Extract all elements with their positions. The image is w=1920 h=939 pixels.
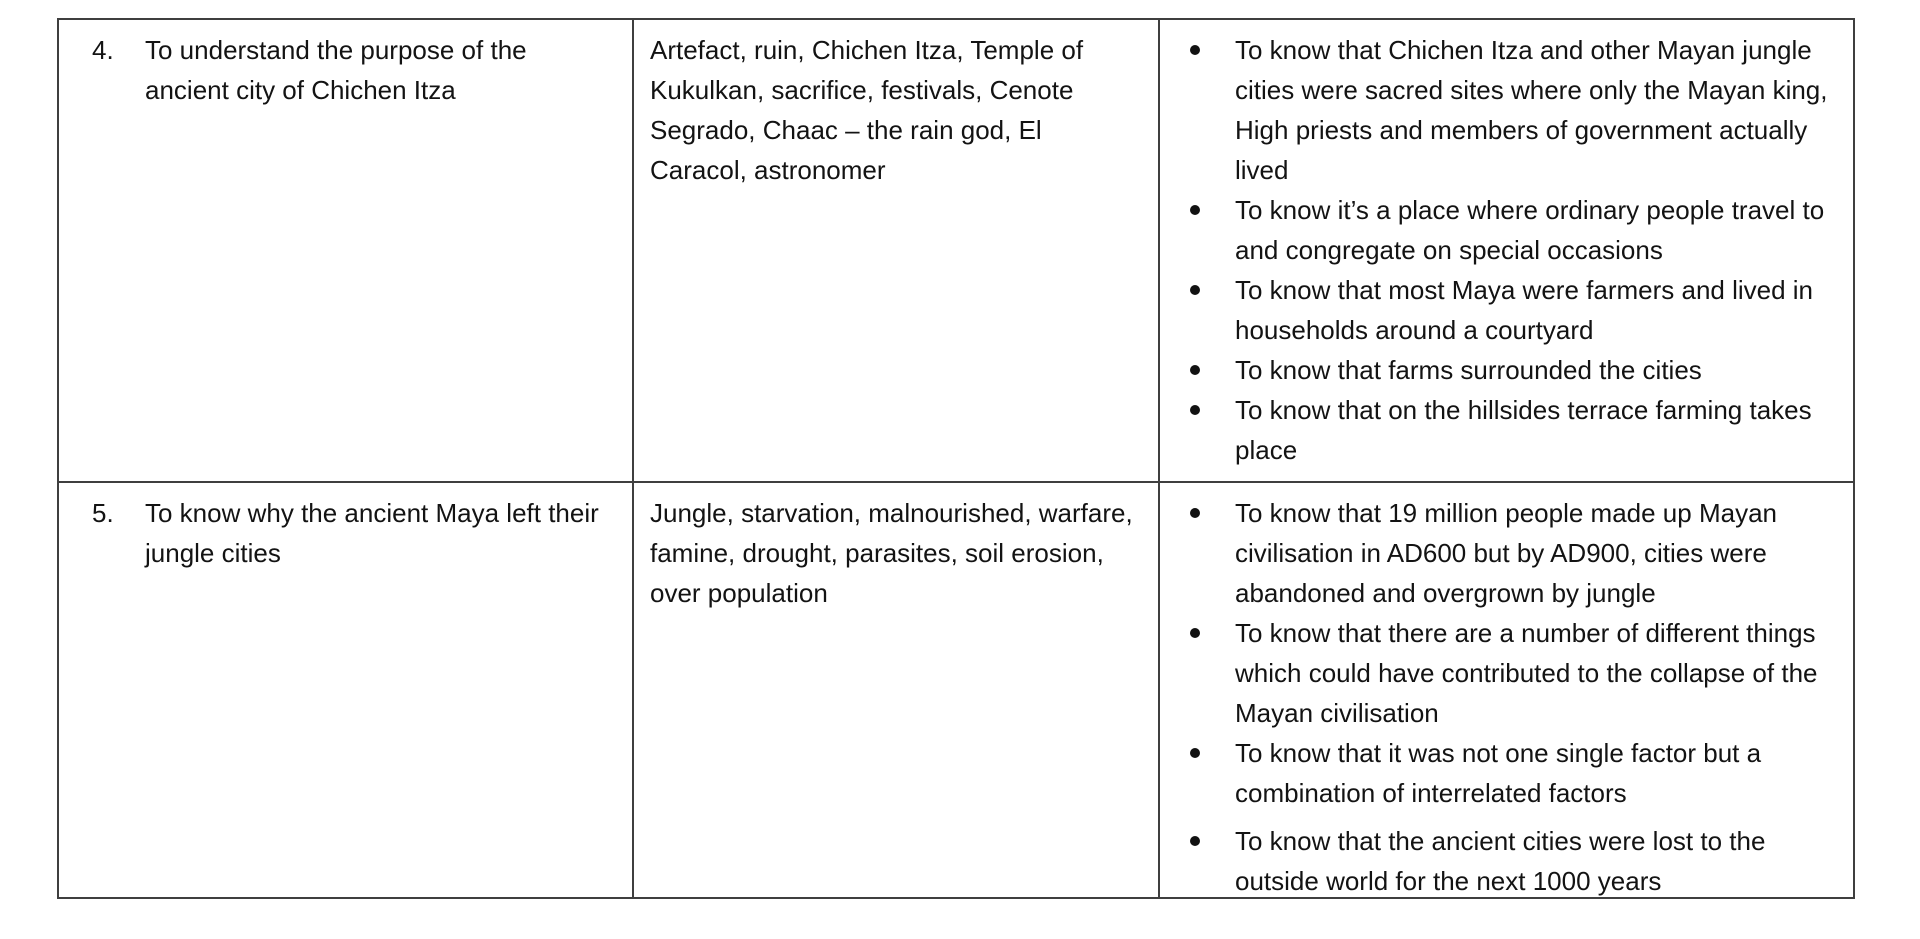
- objective-row5: [92, 493, 610, 573]
- outcomes-cell-row5: [1160, 483, 1853, 897]
- bullet-icon: [1190, 836, 1200, 846]
- vocabulary-cell-row5: [634, 483, 1160, 897]
- outcome-text: To know it’s a place where ordinary people travel to and congregate on special occasions: [1235, 195, 1825, 265]
- outcomes-cell-row4: [1160, 20, 1853, 483]
- outcome-item: [1160, 821, 1853, 897]
- bullet-icon: [1190, 205, 1200, 215]
- outcome-item: [1160, 350, 1853, 390]
- outcome-item: [1160, 733, 1853, 813]
- row-number: 4.: [92, 35, 114, 65]
- outcome-text: To know that most Maya were farmers and lived in households around a courtyard: [1235, 275, 1814, 345]
- bullet-icon: [1190, 748, 1200, 758]
- outcome-text: To know that the ancient cities were lost to the outside world for the next 1000 years: [1235, 826, 1766, 896]
- objective-cell-row4: [59, 20, 634, 483]
- objectives-table: [57, 18, 1855, 899]
- outcome-text: To know that there are a number of different things which could have contributed to the collapse of the Mayan civilisation: [1235, 618, 1818, 728]
- bullet-icon: [1190, 628, 1200, 638]
- bullet-icon: [1190, 365, 1200, 375]
- outcome-text: To know that Chichen Itza and other Mayan jungle cities were sacred sites where only the Mayan king, High priests and members of government actually lived: [1235, 35, 1828, 185]
- objective-cell-row5: [59, 483, 634, 897]
- bullet-icon: [1190, 45, 1200, 55]
- bullet-icon: [1190, 285, 1200, 295]
- outcome-item: [1160, 613, 1853, 733]
- bullet-icon: [1190, 508, 1200, 518]
- objective-row4: [92, 30, 610, 110]
- outcome-text: To know that 19 million people made up Mayan civilisation in AD600 but by AD900, cities were abandoned and overgrown by jungle: [1235, 498, 1777, 608]
- bullet-icon: [1190, 405, 1200, 415]
- vocabulary-text: Jungle, starvation, malnourished, warfare, famine, drought, parasites, soil erosion, over population: [650, 498, 1133, 608]
- outcome-item: [1160, 493, 1853, 613]
- outcomes-list: [1160, 30, 1853, 470]
- vocabulary-cell-row4: [634, 20, 1160, 483]
- outcome-item: [1160, 190, 1853, 270]
- outcome-text: To know that on the hillsides terrace farming takes place: [1235, 395, 1812, 465]
- objective-text: To understand the purpose of the ancient city of Chichen Itza: [145, 35, 527, 105]
- objective-text: To know why the ancient Maya left their jungle cities: [145, 498, 599, 568]
- outcome-item: [1160, 270, 1853, 350]
- outcomes-list: [1160, 493, 1853, 897]
- outcome-text: To know that farms surrounded the cities: [1235, 355, 1702, 385]
- outcome-text: To know that it was not one single factor but a combination of interrelated factors: [1235, 738, 1762, 808]
- outcome-item: [1160, 30, 1853, 190]
- row-number: 5.: [92, 498, 114, 528]
- outcome-item: [1160, 390, 1853, 470]
- vocabulary-text: Artefact, ruin, Chichen Itza, Temple of Kukulkan, sacrifice, festivals, Cenote Segrado, Chaac – the rain god, El Caracol, astronomer: [650, 35, 1084, 185]
